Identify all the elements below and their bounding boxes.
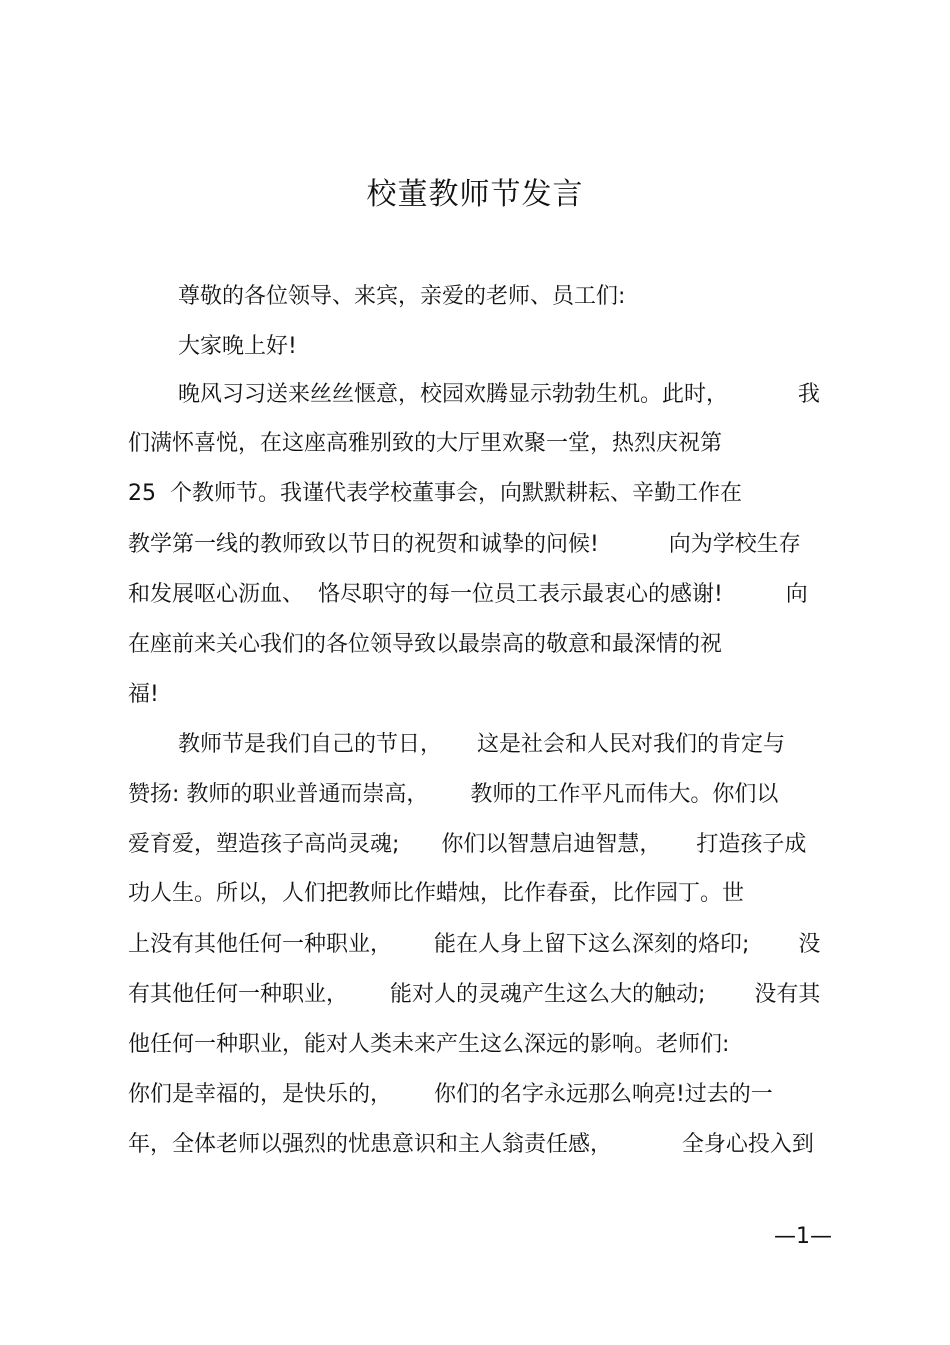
body-line-17: 你们是幸福的，是快乐的， 你们的名字永远那么响亮!过去的一 [128,1082,773,1107]
page-number: —1— [774,1224,832,1249]
body-line-8: 在座前来关心我们的各位领导致以最崇高的敬意和最深情的祝 [128,632,723,657]
body-line-14: 上没有其他任何一种职业， 能在人身上留下这么深刻的烙印; 没 [128,932,821,957]
body-line-11: 赞扬: 教师的职业普通而崇高， 教师的工作平凡而伟大。你们以 [128,782,779,807]
body-line-4: 们满怀喜悦，在这座高雅别致的大厅里欢聚一堂，热烈庆祝第 [128,431,723,456]
body-line-7: 和发展呕心沥血、 恪尽职守的每一位员工表示最衷心的感谢! 向 [128,582,808,607]
body-line-1: 尊敬的各位领导、来宾，亲爱的老师、员工们: [178,284,626,309]
body-line-10: 教师节是我们自己的节日， 这是社会和人民对我们的肯定与 [178,732,785,757]
body-line-2: 大家晚上好! [178,334,297,359]
body-line-18: 年，全体老师以强烈的忧患意识和主人翁责任感， 全身心投入到 [128,1132,814,1157]
body-line-5: 25 个教师节。我谨代表学校董事会，向默默耕耘、辛勤工作在 [128,481,742,506]
body-line-12: 爱育爱，塑造孩子高尚灵魂; 你们以智慧启迪智慧， 打造孩子成 [128,832,807,857]
document-title: 校董教师节发言 [366,177,584,212]
body-line-15: 有其他任何一种职业， 能对人的灵魂产生这么大的触动; 没有其 [128,982,821,1007]
body-line-16: 他任何一种职业，能对人类未来产生这么深远的影响。老师们: [128,1032,730,1057]
body-line-6: 教学第一线的教师致以节日的祝贺和诚挚的问候! 向为学校生存 [128,532,801,557]
body-line-3: 晚风习习送来丝丝惬意，校园欢腾显示勃勃生机。此时， 我 [178,382,820,407]
body-line-13: 功人生。所以，人们把教师比作蜡烛，比作春蚕，比作园丁。世 [128,881,745,906]
body-line-9: 福! [128,682,159,707]
